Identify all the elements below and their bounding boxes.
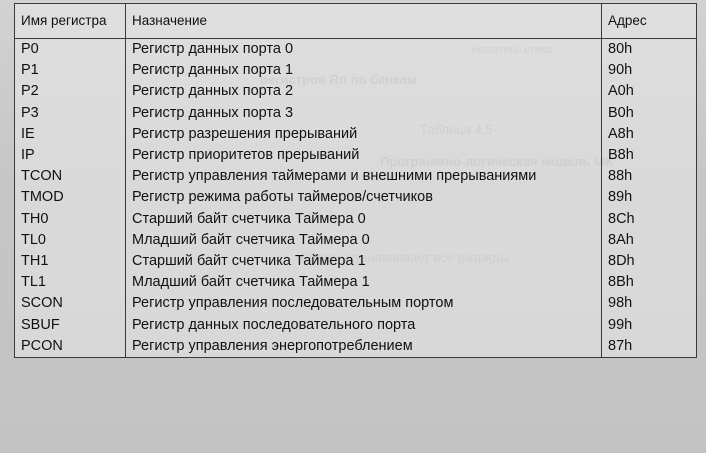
table-header bbox=[15, 4, 697, 39]
register-name-cell: TCON bbox=[15, 166, 126, 187]
table-row bbox=[15, 187, 697, 208]
register-description-cell: Старший байт счетчика Таймера 0 bbox=[126, 209, 602, 230]
register-name-cell: P3 bbox=[15, 103, 126, 124]
table-row bbox=[15, 272, 697, 293]
register-address-cell: 87h bbox=[602, 336, 697, 358]
register-name-cell: PCON bbox=[15, 336, 126, 358]
register-table bbox=[14, 3, 697, 358]
register-address-cell: 8Ch bbox=[602, 209, 697, 230]
table-body bbox=[15, 39, 697, 358]
table-row bbox=[15, 315, 697, 336]
register-name-cell: P2 bbox=[15, 81, 126, 102]
header-description: Назначение bbox=[126, 4, 602, 39]
register-address-cell: 8Bh bbox=[602, 272, 697, 293]
table-row bbox=[15, 251, 697, 272]
register-description-cell: Регистр данных порта 0 bbox=[126, 39, 602, 61]
register-address-cell: A8h bbox=[602, 124, 697, 145]
register-address-cell: 8Ah bbox=[602, 230, 697, 251]
register-description-cell: Регистр данных порта 3 bbox=[126, 103, 602, 124]
register-description-cell: Регистр данных порта 1 bbox=[126, 60, 602, 81]
register-address-cell: B0h bbox=[602, 103, 697, 124]
register-name-cell: TL1 bbox=[15, 272, 126, 293]
table-row bbox=[15, 293, 697, 314]
table-row bbox=[15, 230, 697, 251]
register-name-cell: TMOD bbox=[15, 187, 126, 208]
register-name-cell: IP bbox=[15, 145, 126, 166]
register-address-cell: 89h bbox=[602, 187, 697, 208]
register-name-cell: P1 bbox=[15, 60, 126, 81]
register-address-cell: A0h bbox=[602, 81, 697, 102]
register-name-cell: SCON bbox=[15, 293, 126, 314]
header-register-name: Имя регистра bbox=[15, 4, 126, 39]
register-address-cell: 80h bbox=[602, 39, 697, 61]
register-description-cell: Регистр данных порта 2 bbox=[126, 81, 602, 102]
register-address-cell: B8h bbox=[602, 145, 697, 166]
table-row bbox=[15, 124, 697, 145]
table-row bbox=[15, 166, 697, 187]
table-row bbox=[15, 209, 697, 230]
register-description-cell: Регистр данных последовательного порта bbox=[126, 315, 602, 336]
register-name-cell: SBUF bbox=[15, 315, 126, 336]
register-address-cell: 90h bbox=[602, 60, 697, 81]
register-description-cell: Регистр управления таймерами и внешними прерываниями bbox=[126, 166, 602, 187]
register-description-cell: Младший байт счетчика Таймера 0 bbox=[126, 230, 602, 251]
register-address-cell: 88h bbox=[602, 166, 697, 187]
table-row bbox=[15, 81, 697, 102]
register-description-cell: Регистр управления энергопотреблением bbox=[126, 336, 602, 358]
register-address-cell: 98h bbox=[602, 293, 697, 314]
table-row bbox=[15, 336, 697, 358]
table-row bbox=[15, 60, 697, 81]
register-description-cell: Регистр режима работы таймеров/счетчиков bbox=[126, 187, 602, 208]
register-name-cell: TH1 bbox=[15, 251, 126, 272]
register-name-cell: TL0 bbox=[15, 230, 126, 251]
register-name-cell: TH0 bbox=[15, 209, 126, 230]
register-description-cell: Регистр управления последовательным портом bbox=[126, 293, 602, 314]
register-address-cell: 99h bbox=[602, 315, 697, 336]
register-description-cell: Регистр разрешения прерываний bbox=[126, 124, 602, 145]
register-description-cell: Младший байт счетчика Таймера 1 bbox=[126, 272, 602, 293]
table-row bbox=[15, 145, 697, 166]
header-row bbox=[15, 4, 697, 39]
register-description-cell: Старший байт счетчика Таймера 1 bbox=[126, 251, 602, 272]
register-address-cell: 8Dh bbox=[602, 251, 697, 272]
header-address: Адрес bbox=[602, 4, 697, 39]
register-name-cell: P0 bbox=[15, 39, 126, 61]
table-row bbox=[15, 39, 697, 61]
register-name-cell: IE bbox=[15, 124, 126, 145]
table-row bbox=[15, 103, 697, 124]
register-description-cell: Регистр приоритетов прерываний bbox=[126, 145, 602, 166]
